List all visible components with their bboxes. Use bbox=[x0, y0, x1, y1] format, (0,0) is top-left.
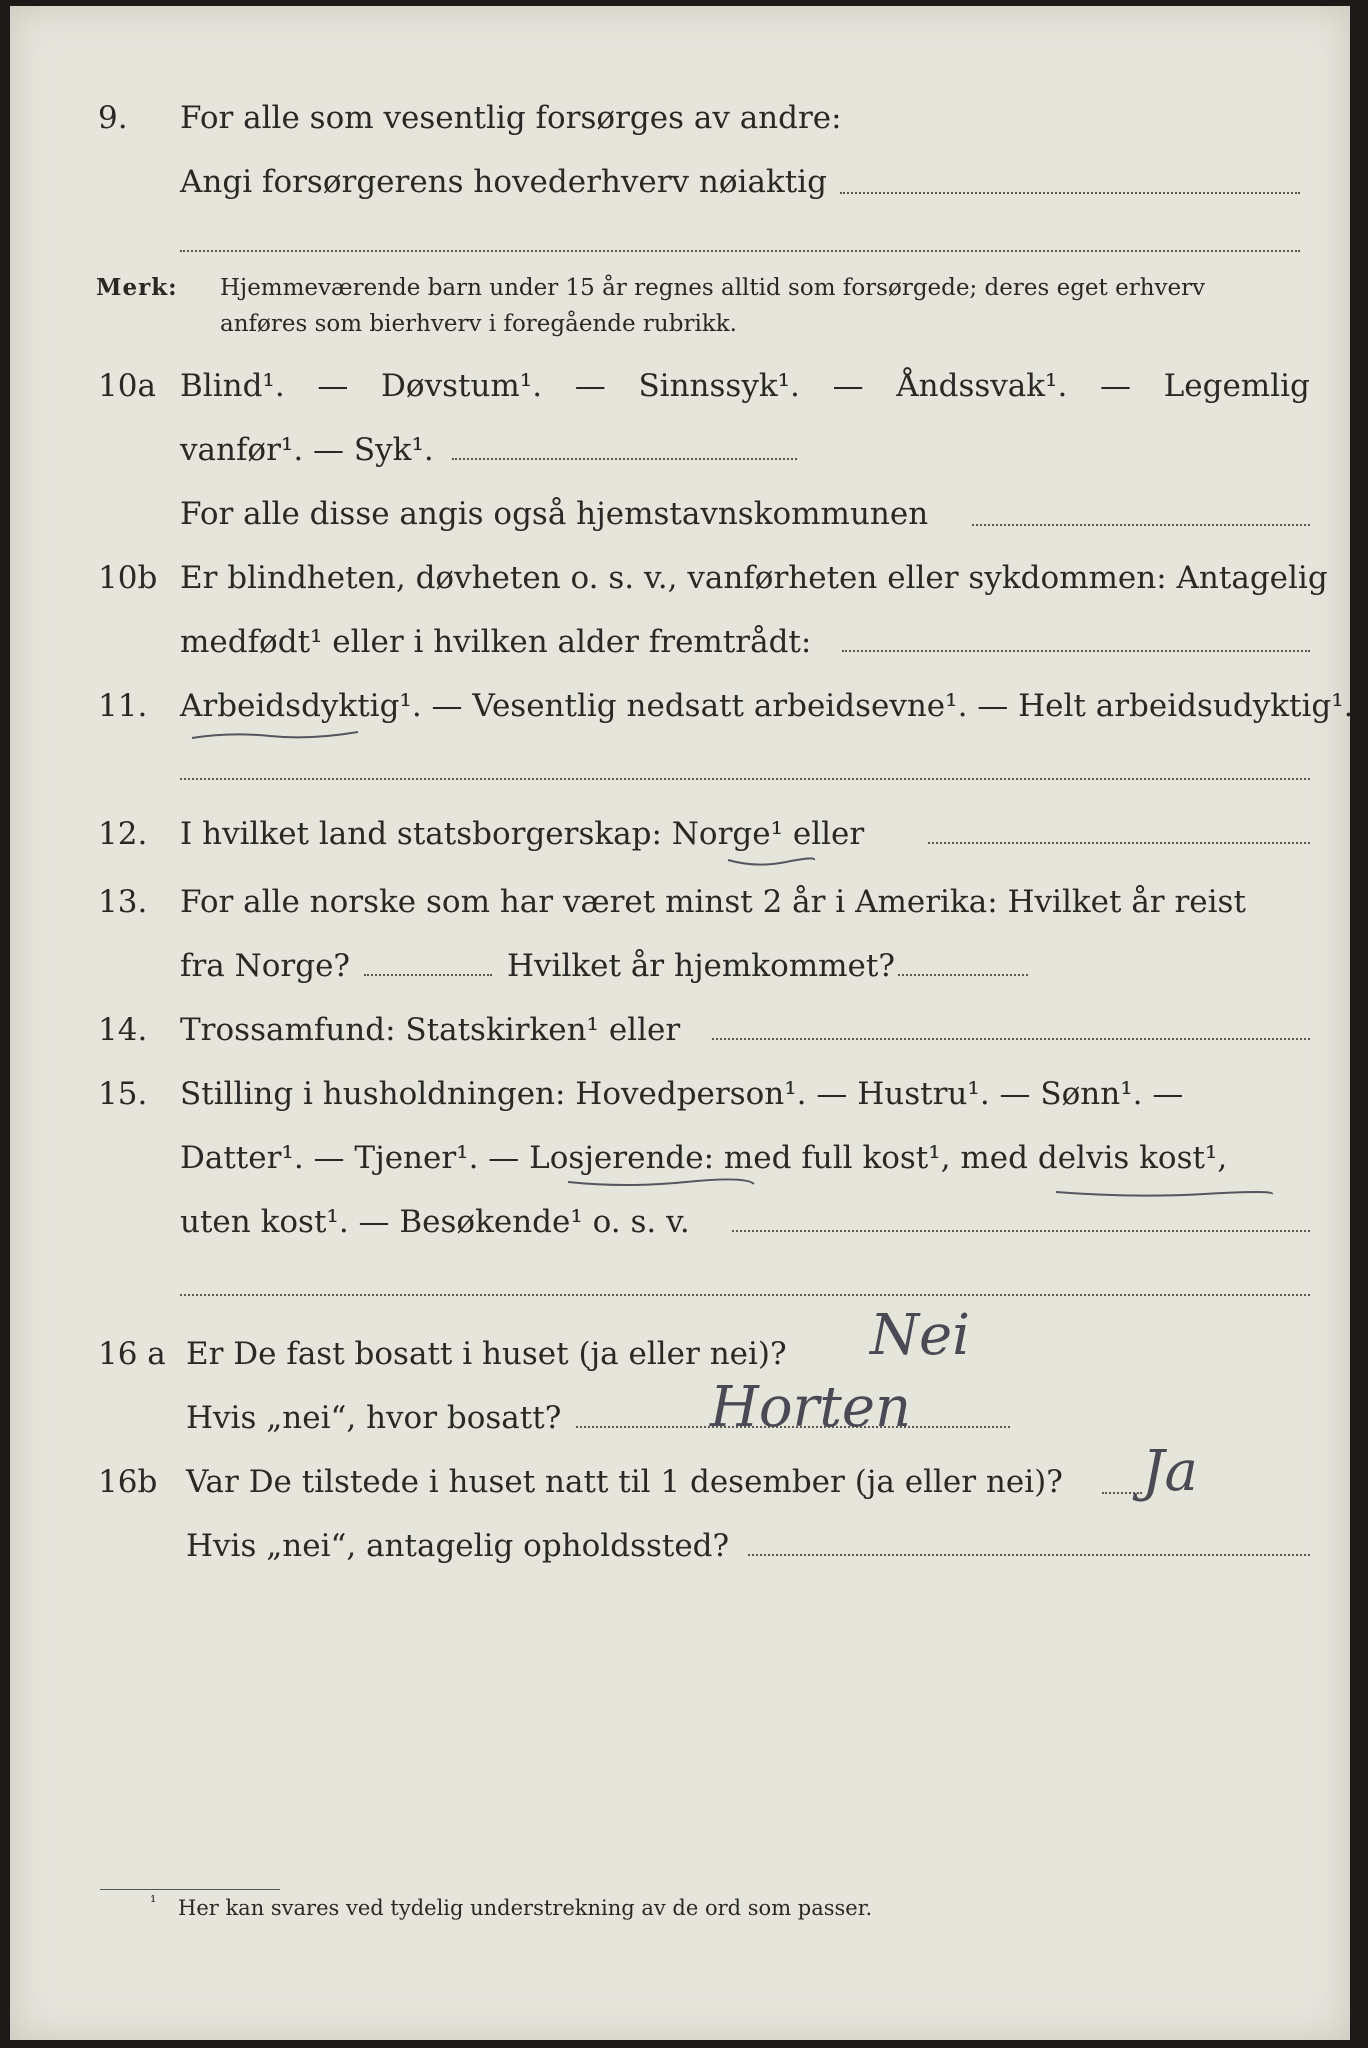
q9-line1: For alle som vesentlig forsørges av andre: bbox=[180, 100, 842, 136]
q9-answer-line-2[interactable] bbox=[180, 250, 1300, 252]
q16b-line2: Hvis „nei“, antagelig opholdssted? bbox=[186, 1528, 730, 1564]
census-form-page bbox=[10, 6, 1354, 2040]
q15-answer-line-2[interactable] bbox=[180, 1294, 1310, 1296]
q10a-line3: For alle disse angis også hjemstavnskommunen bbox=[180, 496, 929, 532]
q10a-dash-2: — bbox=[574, 368, 606, 404]
q16a-handwritten-answer2: Horten bbox=[710, 1375, 912, 1440]
q10a-line2: vanfør¹. — Syk¹. bbox=[180, 432, 434, 468]
footnote-mark: ¹ bbox=[150, 1892, 157, 1911]
merk-label: Merk: bbox=[96, 274, 178, 301]
q9-answer-line[interactable] bbox=[840, 192, 1300, 194]
q11-text[interactable]: Arbeidsdyktig¹. — Vesentlig nedsatt arbeidsevne¹. — Helt arbeidsudyktig¹. bbox=[180, 688, 1354, 724]
q10a-dash-3: — bbox=[832, 368, 864, 404]
q12-norge-underline bbox=[726, 854, 816, 870]
q10a-opt-andssvak[interactable]: Åndssvak¹. bbox=[896, 368, 1068, 404]
q10a-opt-sinnssyk[interactable]: Sinnssyk¹. bbox=[638, 368, 800, 404]
q11-answer-line[interactable] bbox=[180, 778, 1310, 780]
q10a-opt-blind[interactable]: Blind¹. bbox=[180, 368, 285, 404]
q13-line1: For alle norske som har været minst 2 år i Amerika: Hvilket år reist bbox=[180, 884, 1246, 920]
q10a-dash-4: — bbox=[1100, 368, 1132, 404]
q12-text: I hvilket land statsborgerskap: Norge¹ eller bbox=[180, 816, 865, 852]
q10a-syk-line[interactable] bbox=[452, 458, 797, 460]
q13-reist-line[interactable] bbox=[364, 974, 492, 976]
q16b-line1: Var De tilstede i huset natt til 1 desember (ja eller nei)? bbox=[186, 1464, 1063, 1500]
q10b-line1: Er blindheten, døvheten o. s. v., vanførheten eller sykdommen: Antagelig bbox=[180, 560, 1328, 596]
q10b-line2: medfødt¹ eller i hvilken alder fremtrådt: bbox=[180, 624, 812, 660]
q15-line2: Datter¹. — Tjener¹. — Losjerende: med full kost¹, med delvis kost¹, bbox=[180, 1140, 1228, 1176]
q15-delvis-kost-underline bbox=[1054, 1186, 1274, 1202]
q10a-opt-legemlig[interactable]: Legemlig bbox=[1163, 368, 1310, 404]
q10b-number: 10b bbox=[98, 560, 158, 596]
q15-line1: Stilling i husholdningen: Hovedperson¹. — Hustru¹. — Sønn¹. — bbox=[180, 1076, 1184, 1112]
q14-answer-line[interactable] bbox=[712, 1038, 1310, 1040]
q10b-answer-line[interactable] bbox=[842, 650, 1310, 652]
q15-losjerende-underline bbox=[566, 1174, 756, 1194]
q13-line2b: Hvilket år hjemkommet? bbox=[507, 948, 895, 984]
q9-number: 9. bbox=[98, 100, 128, 136]
q9-line2: Angi forsørgerens hovederhverv nøiaktig bbox=[180, 164, 827, 200]
merk-line1: Hjemmeværende barn under 15 år regnes alltid som forsørgede; deres eget erhverv bbox=[220, 275, 1206, 301]
q15-answer-line[interactable] bbox=[732, 1230, 1310, 1232]
q14-text: Trossamfund: Statskirken¹ eller bbox=[180, 1012, 681, 1048]
q16b-answer-line[interactable] bbox=[1102, 1492, 1142, 1494]
q12-answer-line[interactable] bbox=[928, 842, 1310, 844]
q10a-hjemstavn-line[interactable] bbox=[972, 524, 1310, 526]
q16b-number: 16b bbox=[98, 1464, 158, 1500]
q16b-opholdssted-line[interactable] bbox=[748, 1554, 1310, 1556]
q15-line3: uten kost¹. — Besøkende¹ o. s. v. bbox=[180, 1204, 690, 1240]
q16a-line1: Er De fast bosatt i huset (ja eller nei)? bbox=[186, 1336, 787, 1372]
q16b-handwritten-answer1: Ja bbox=[1142, 1439, 1198, 1504]
q12-number: 12. bbox=[98, 816, 148, 852]
q10a-dash-1: — bbox=[317, 368, 349, 404]
q16a-handwritten-answer1: Nei bbox=[870, 1303, 971, 1368]
footnote-rule bbox=[100, 1889, 280, 1890]
q13-number: 13. bbox=[98, 884, 148, 920]
q15-number: 15. bbox=[98, 1076, 148, 1112]
q16a-line2: Hvis „nei“, hvor bosatt? bbox=[186, 1400, 562, 1436]
q10a-opt-dovstum[interactable]: Døvstum¹. bbox=[381, 368, 543, 404]
merk-line2: anføres som bierhverv i foregående rubrikk. bbox=[220, 311, 737, 337]
footnote-text: Her kan svares ved tydelig understrekning av de ord som passer. bbox=[178, 1896, 873, 1920]
q16a-number: 16 a bbox=[98, 1336, 166, 1372]
q13-line2a: fra Norge? bbox=[180, 948, 351, 984]
q14-number: 14. bbox=[98, 1012, 148, 1048]
q13-hjemkommet-line[interactable] bbox=[898, 974, 1028, 976]
q10a-number: 10a bbox=[98, 368, 156, 404]
q11-number: 11. bbox=[98, 688, 148, 724]
q11-underline-mark bbox=[190, 726, 360, 746]
q10a-options bbox=[180, 366, 1310, 406]
